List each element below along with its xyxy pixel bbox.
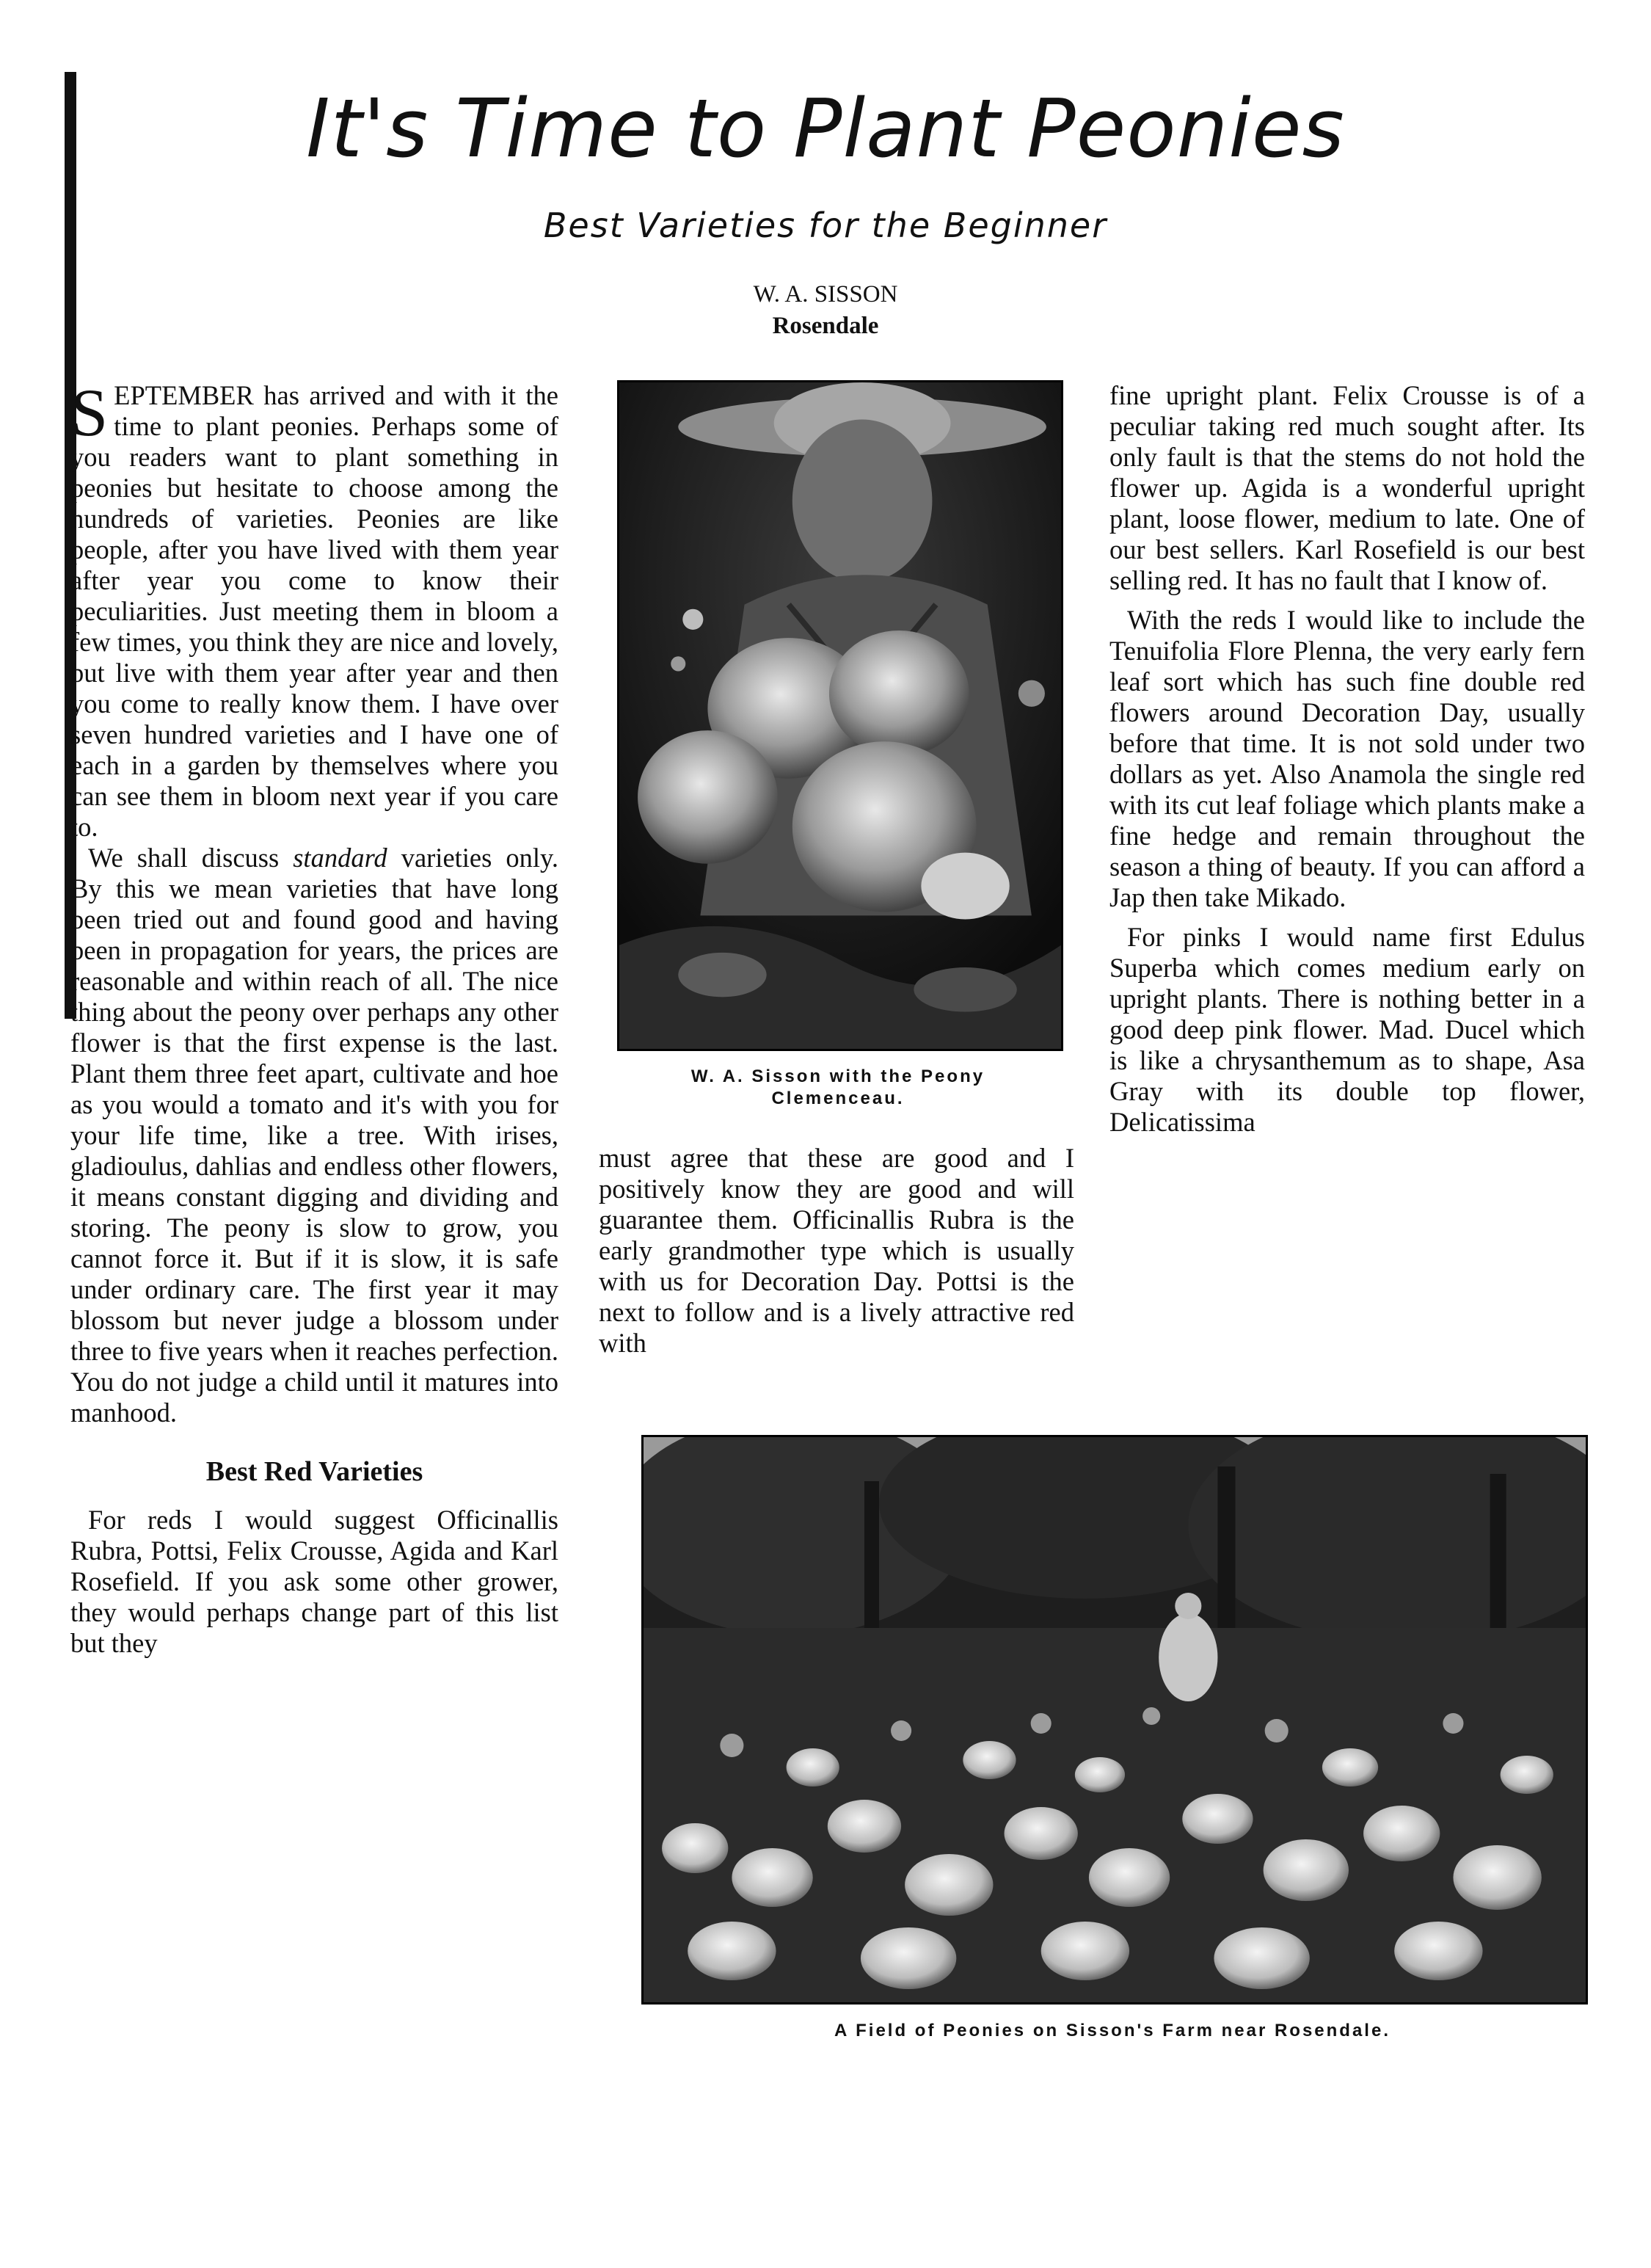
drop-cap: S [70,375,109,450]
paragraph-1-text: EPTEMBER has arrived and with it the time to plant peonies. Perhaps some of you readers want to plant something in peonies but hesitate to choose among the hundreds of varieties. Peonies are like people, after you have lived with them year after year you come to know their peculiarities. Just meeting them in bloom a few times, you think they are nice and lovely, but live with them year after year and then you come to really know them. I have over seven hundred varieties and I have one of each in a garden by themselves where you can see them in bloom next year if you care to. [70,380,558,842]
section-heading: Best Red Varieties [205,1456,423,1487]
author-location: Rosendale [772,312,879,339]
field-caption: A Field of Peonies on Sisson's Farm near Rosendale. [834,2021,1391,2040]
portrait-photo-image [619,382,1061,1049]
paragraph-5: fine upright plant. Felix Crousse is of a peculiar taking red much sought after. Its only fault is that the stems do not hold the flower up. Agida is a wonderful upright plant, loose flower, medium to late. One of our best sellers. Karl Rosefield is our best selling red. It has no fault that I know of. [1109,380,1585,595]
field-photo [641,1435,1588,2005]
byline [0,279,1651,342]
paragraph-4: must agree that these are good and I positively know they are good and will guarantee them. Officinallis Rubra is the early grandmother type which is usually with us for Decoration Day. Pottsi is the next to follow and is a lively attractive red with [599,1143,1074,1358]
paragraph-6: With the reds I would like to include the Tenuifolia Flore Plenna, the very early fern leaf sort which has such fine double red flowers around Decoration Day, usually before that time. It is not sold under two dollars as yet. Also Anamola the single red with its cut leaf foliage which plants make a fine hedge and remain throughout the season a thing of beauty. If you can afford a Jap then take Mikado. [1109,605,1585,912]
portrait-caption-line-2: Clemenceau. [771,1088,905,1108]
text-column-3 [1109,380,1585,1138]
text-column-2 [599,1143,1074,1359]
paragraph-2: We shall discuss standard varieties only. By this we mean varieties that have long been tried out and found good and having been in propagation for years, the prices are reasonable and within reach of all. The nice thing about the peony over perhaps any other flower is that the first expense is the last. Plant them three feet apart, cultivate and hoe as you would a tomato and it's with you for your life time, like a tree. With irises, gladioulus, dahlias and endless other flowers, it means constant digging and dividing and storing. The peony is slow to grow, you cannot force it. But if it is slow, it is safe under ordinary care. The first year it may blossom but never judge a blossom under three to five years when it reaches perfection. You do not judge a child until it matures into manhood. [70,843,559,1428]
text-column-1 [70,375,559,1659]
author-name: W. A. SISSON [753,281,898,308]
paragraph-7: For pinks I would name first Edulus Superba which comes medium early on upright plants. There is nothing better in a good deep pink flower. Mad. Ducel which is like a chrysanthemum as to shape, Asa Gray with its double top flower, Delicatissima [1109,922,1585,1137]
portrait-caption-line-1: W. A. Sisson with the Peony [690,1066,985,1086]
field-photo-image [644,1437,1586,2002]
article-title: It's Time to Plant Peonies [306,81,1345,175]
portrait-photo [617,380,1063,1051]
portrait-caption [617,1066,1059,1110]
paragraph-1 [70,375,558,843]
emphasis-standard: standard [293,843,387,873]
article-subtitle: Best Varieties for the Beginner [543,206,1108,245]
paragraph-3: For reds I would suggest Officinallis Rubra, Pottsi, Felix Crousse, Agida and Karl Rosefield. If you ask some other grower, they would perhaps change part of this list but they [70,1505,558,1658]
